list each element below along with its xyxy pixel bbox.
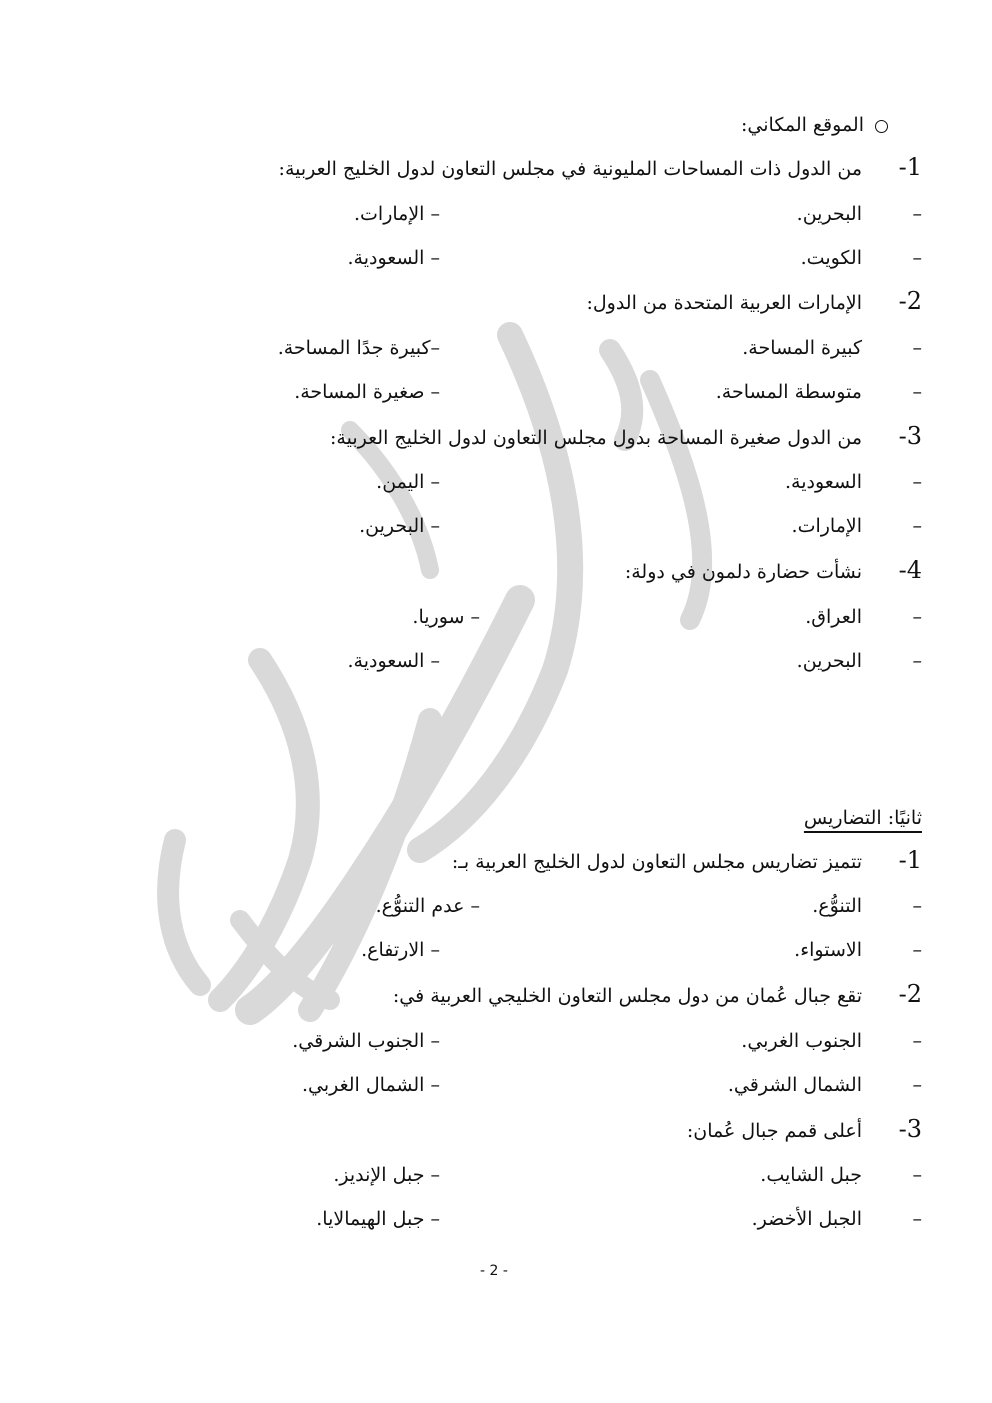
question-text: نشأت حضارة دلمون في دولة:	[624, 561, 862, 583]
option-right: الإمارات.	[791, 515, 862, 537]
question-number: 4-	[898, 556, 922, 584]
option-dash: –	[912, 515, 922, 537]
option-left: – السعودية.	[347, 247, 440, 269]
option-right: الاستواء.	[794, 939, 862, 961]
option-right: الكويت.	[800, 247, 862, 269]
section-title-terrain: ثانيًا: التضاريس	[803, 807, 922, 829]
option-dash: –	[912, 381, 922, 403]
option-right: العراق.	[805, 606, 862, 628]
question-text: أعلى قمم جبال عُمان:	[686, 1120, 862, 1142]
option-left: – السعودية.	[347, 650, 440, 672]
option-left: – الارتفاع.	[361, 939, 440, 961]
option-left: – البحرين.	[359, 515, 440, 537]
option-dash: –	[912, 895, 922, 917]
option-right: متوسطة المساحة.	[715, 381, 862, 403]
question-text: تقع جبال عُمان من دول مجلس التعاون الخليجي العربية في:	[392, 985, 862, 1007]
option-right: جبل الشايب.	[760, 1164, 862, 1186]
option-right: البحرين.	[796, 203, 862, 225]
option-dash: –	[912, 650, 922, 672]
question-number: 2-	[898, 287, 922, 315]
option-left: –كبيرة جدًا المساحة.	[277, 337, 440, 359]
option-dash: –	[912, 247, 922, 269]
question-text: الإمارات العربية المتحدة من الدول:	[586, 292, 862, 314]
option-dash: –	[912, 939, 922, 961]
option-right: الشمال الشرقي.	[727, 1074, 862, 1096]
question-number: 3-	[898, 1115, 922, 1143]
option-left: – جبل الإنديز.	[333, 1164, 440, 1186]
option-dash: –	[912, 1030, 922, 1052]
bullet-circle-icon	[875, 120, 888, 133]
option-dash: –	[912, 337, 922, 359]
option-dash: –	[912, 471, 922, 493]
section-title-location: الموقع المكاني:	[741, 114, 864, 136]
option-left: – اليمن.	[376, 471, 440, 493]
question-number: 3-	[898, 422, 922, 450]
question-number: 1-	[898, 153, 922, 181]
option-right: كبيرة المساحة.	[742, 337, 862, 359]
question-text: تتميز تضاريس مجلس التعاون لدول الخليج العربية بـ:	[451, 851, 862, 873]
option-left: – سوريا.	[412, 606, 480, 628]
option-left: – الشمال الغربي.	[301, 1074, 440, 1096]
option-right: التنوُّع.	[812, 895, 862, 917]
option-right: البحرين.	[796, 650, 862, 672]
option-left: – الجنوب الشرقي.	[292, 1030, 440, 1052]
option-right: الجبل الأخضر.	[751, 1208, 862, 1230]
option-left: – عدم التنوُّع.	[375, 895, 480, 917]
page-number: - 2 -	[480, 1263, 508, 1279]
option-right: السعودية.	[785, 471, 862, 493]
option-left: – جبل الهيمالايا.	[316, 1208, 440, 1230]
question-number: 1-	[898, 846, 922, 874]
option-dash: –	[912, 1208, 922, 1230]
option-dash: –	[912, 1164, 922, 1186]
option-right: الجنوب الغربي.	[741, 1030, 862, 1052]
option-dash: –	[912, 606, 922, 628]
question-number: 2-	[898, 980, 922, 1008]
option-left: – صغيرة المساحة.	[294, 381, 440, 403]
question-text: من الدول صغيرة المساحة بدول مجلس التعاون لدول الخليج العربية:	[330, 427, 862, 449]
option-left: – الإمارات.	[353, 203, 440, 225]
option-dash: –	[912, 203, 922, 225]
option-dash: –	[912, 1074, 922, 1096]
question-text: من الدول ذات المساحات المليونية في مجلس التعاون لدول الخليج العربية:	[278, 158, 862, 180]
